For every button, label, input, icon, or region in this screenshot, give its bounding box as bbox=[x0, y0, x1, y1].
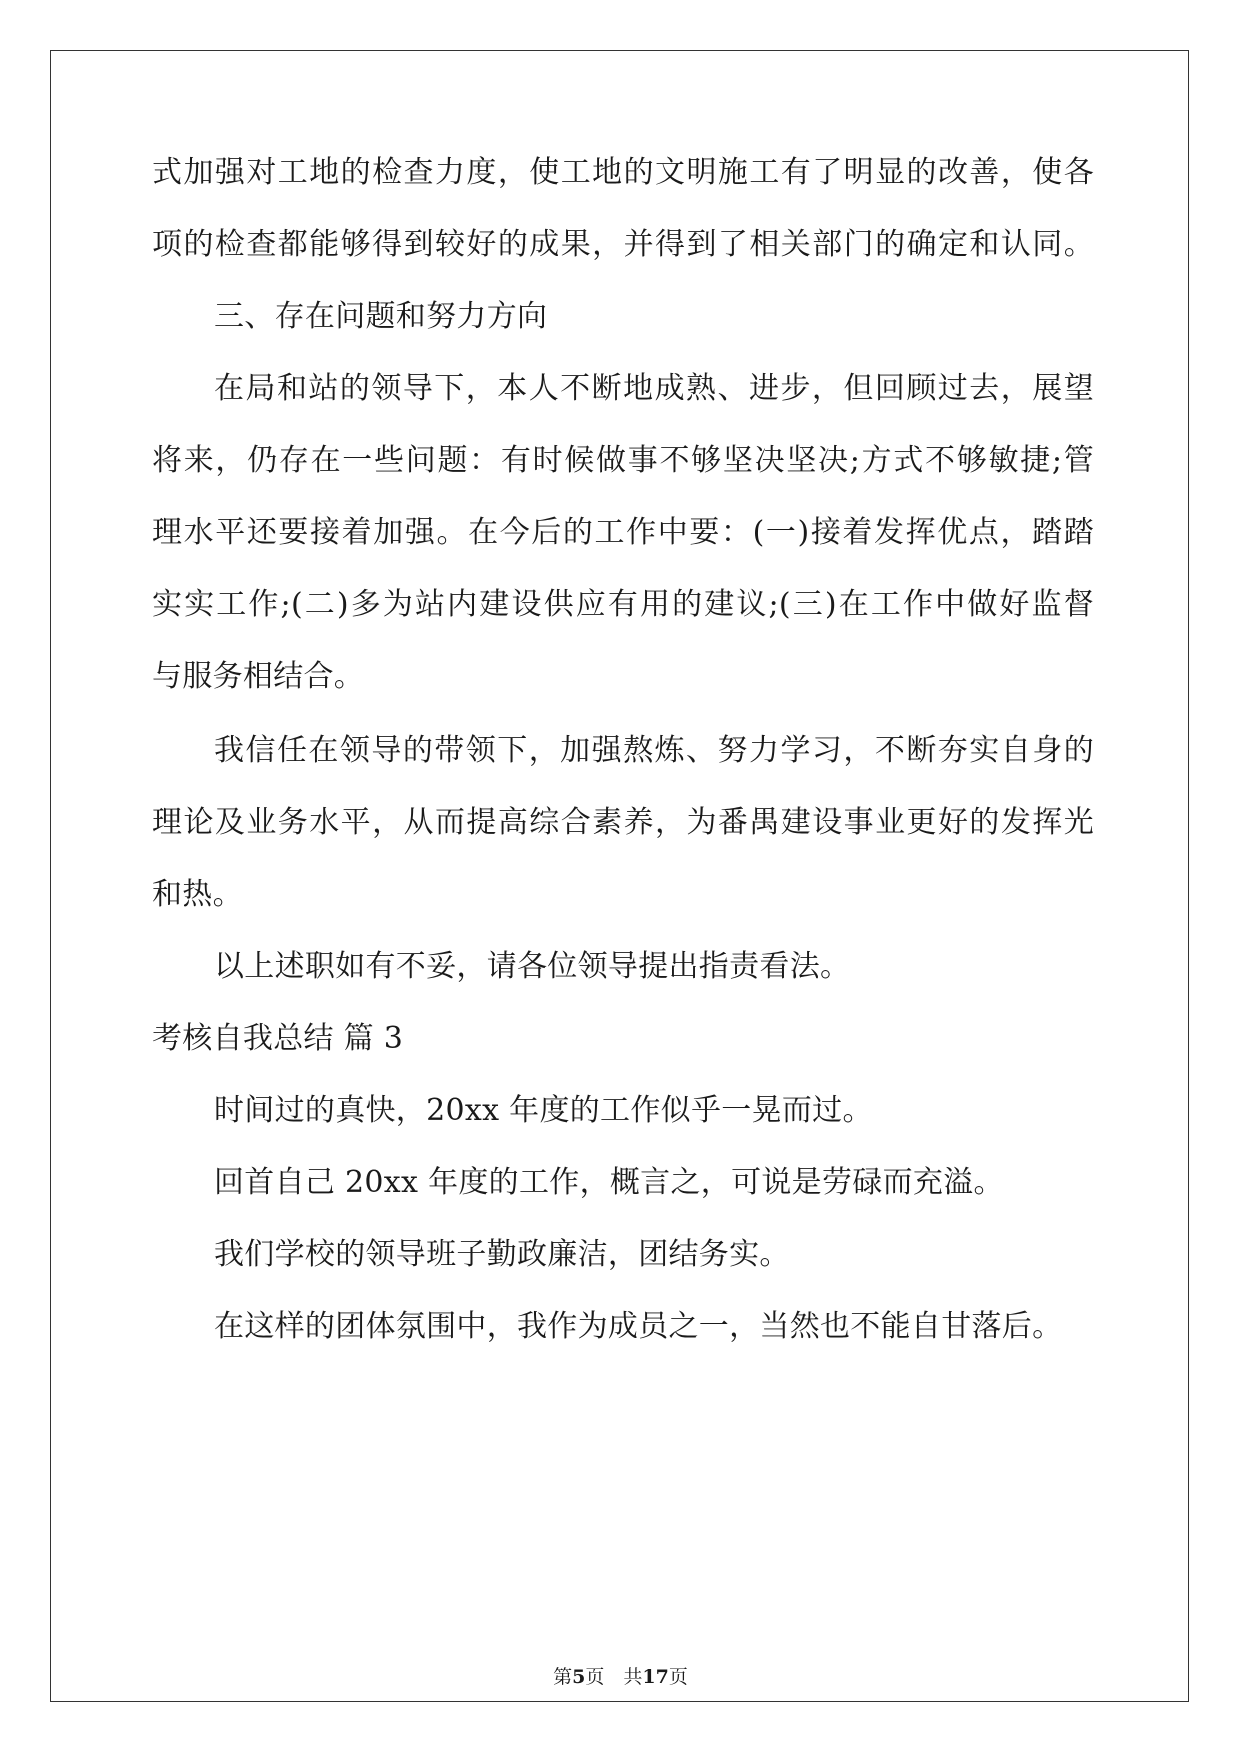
paragraph-line: 我们学校的领导班子勤政廉洁，团结务实。 bbox=[214, 1237, 790, 1272]
paragraph-line: 理水平还要接着加强。在今后的工作中要：(一)接着发挥优点，踏踏 bbox=[152, 515, 1094, 550]
page-current: 5 bbox=[572, 1666, 586, 1688]
section-heading: 三、存在问题和努力方向 bbox=[214, 299, 548, 334]
paragraph-line: 我信任在领导的带领下，加强熬炼、努力学习，不断夯实自身的 bbox=[214, 733, 1094, 768]
paragraph-line: 式加强对工地的检查力度，使工地的文明施工有了明显的改善，使各 bbox=[152, 155, 1094, 190]
page-mid: 页 共 bbox=[585, 1666, 643, 1688]
paragraph-line: 理论及业务水平，从而提高综合素养，为番禺建设事业更好的发挥光 bbox=[152, 805, 1094, 840]
page-prefix: 第 bbox=[553, 1666, 573, 1688]
paragraph-line: 以上述职如有不妥，请各位领导提出指责看法。 bbox=[214, 949, 851, 984]
paragraph-line: 在这样的团体氛围中，我作为成员之一，当然也不能自甘落后。 bbox=[214, 1309, 1063, 1344]
page-number-footer bbox=[0, 1665, 1241, 1689]
paragraph-line: 实实工作;(二)多为站内建设供应有用的建议;(三)在工作中做好监督 bbox=[152, 587, 1094, 622]
paragraph-line: 时间过的真快，20xx 年度的工作似乎一晃而过。 bbox=[214, 1093, 873, 1128]
paragraph-line: 回首自己 20xx 年度的工作，概言之，可说是劳碌而充溢。 bbox=[214, 1165, 1004, 1200]
paragraph-line: 和热。 bbox=[152, 877, 243, 912]
paragraph-line: 与服务相结合。 bbox=[152, 659, 365, 694]
paragraph-line: 项的检查都能够得到较好的成果，并得到了相关部门的确定和认同。 bbox=[152, 227, 1094, 262]
article-title: 考核自我总结 篇 3 bbox=[152, 1021, 404, 1056]
paragraph-line: 在局和站的领导下，本人不断地成熟、进步，但回顾过去，展望 bbox=[214, 371, 1094, 406]
page-total: 17 bbox=[642, 1666, 669, 1688]
paragraph-line: 将来，仍存在一些问题：有时候做事不够坚决坚决;方式不够敏捷;管 bbox=[152, 443, 1094, 478]
page-suffix: 页 bbox=[668, 1666, 688, 1688]
